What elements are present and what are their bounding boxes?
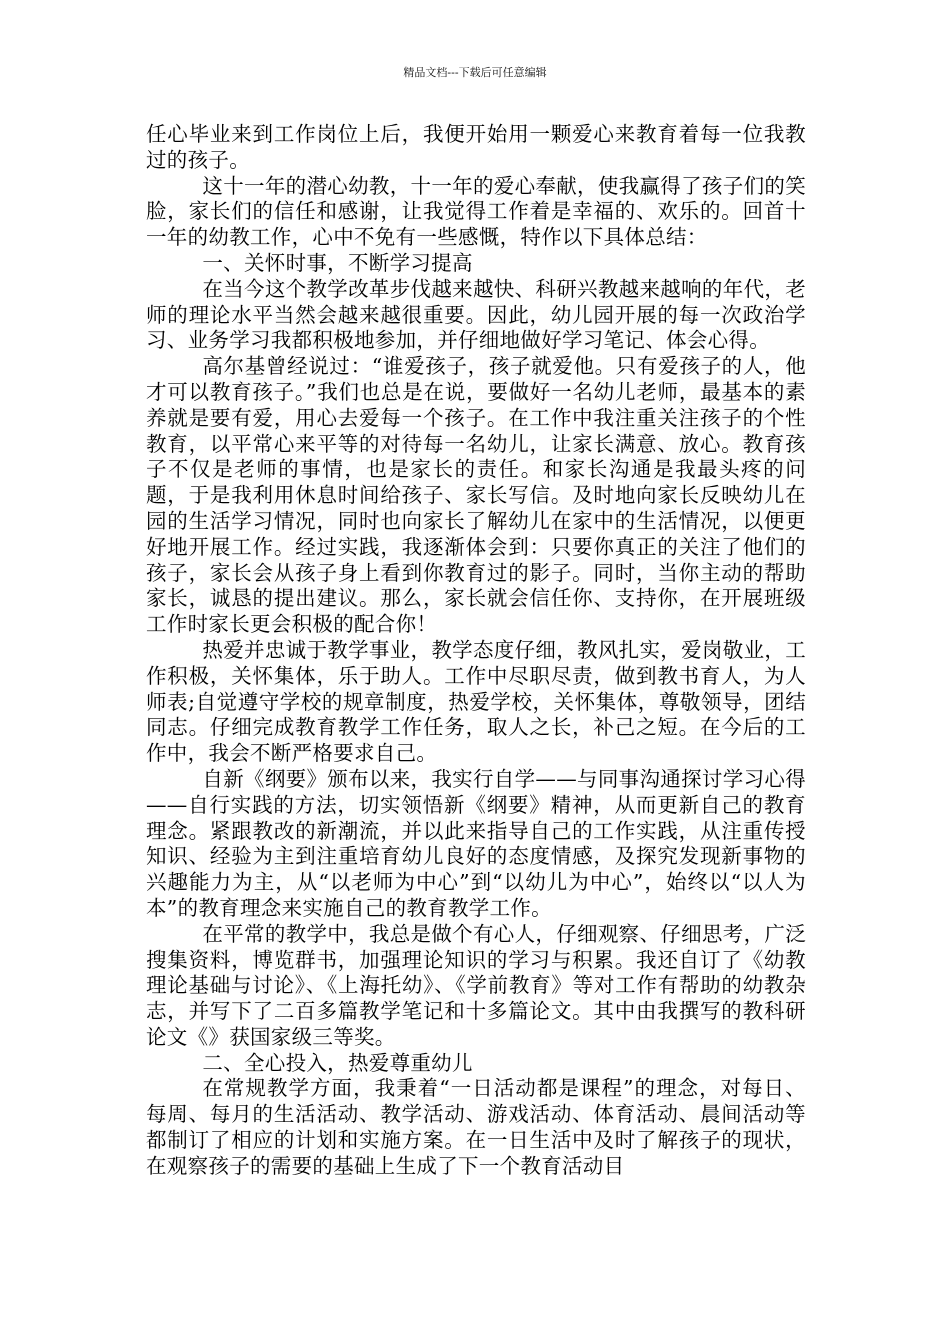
paragraph: 在平常的教学中，我总是做个有心人，仔细观察、仔细思考，广泛搜集资料，博览群书，加强理论知识的学习与积累。我还自订了《幼教理论基础与讨论》、《上海托幼》、《学前教育》等对工作有帮助的幼教杂志，并写下了二百多篇教学笔记和十多篇论文。其中由我撰写的教科研论文《》获国家级三等奖。 xyxy=(146,921,806,1049)
paragraph: 在常规教学方面，我秉着“一日活动都是课程”的理念，对每日、每周、每月的生活活动、教学活动、游戏活动、体育活动、晨间活动等都制订了相应的计划和实施方案。在一日生活中及时了解孩子的现状，在观察孩子的需要的基础上生成了下一个教育活动目 xyxy=(146,1076,806,1178)
paragraph: 在当今这个教学改革步伐越来越快、科研兴教越来越响的年代，老师的理论水平当然会越来越很重要。因此，幼儿园开展的每一次政治学习、业务学习我都积极地参加，并仔细地做好学习笔记、体会心得。 xyxy=(146,276,806,353)
document-body xyxy=(146,122,806,1180)
paragraph: 自新《纲要》颁布以来，我实行自学——与同事沟通探讨学习心得——自行实践的方法，切实领悟新《纲要》精神，从而更新自己的教育理念。紧跟教改的新潮流，并以此来指导自己的工作实践，从注重传授知识、经验为主到注重培育幼儿良好的态度情感，及探究发现新事物的兴趣能力为主，从“以老师为中心”到“以幼儿为中心”，始终以“以人为本”的教育理念来实施自己的教育教学工作。 xyxy=(146,766,806,920)
section-heading: 二、全心投入，热爱尊重幼儿 xyxy=(202,1050,473,1075)
paragraph: 任心毕业来到工作岗位上后，我便开始用一颗爱心来教育着每一位我教过的孩子。 xyxy=(146,122,806,172)
paragraph: 这十一年的潜心幼教，十一年的爱心奉献，使我赢得了孩子们的笑脸，家长们的信任和感谢，让我觉得工作着是幸福的、欢乐的。回首十一年的幼教工作，心中不免有一些感慨，特作以下具体总结： xyxy=(146,173,806,250)
page-header: 精品文档---下载后可任意编辑 xyxy=(403,66,547,79)
paragraph: 高尔基曾经说过：“谁爱孩子，孩子就爱他。只有爱孩子的人，他才可以教育孩子。”我们也总是在说，要做好一名幼儿老师，最基本的素养就是要有爱，用心去爱每一个孩子。在工作中我注重关注孩子的个性教育，以平常心来平等的对待每一名幼儿，让家长满意、放心。教育孩子不仅是老师的事情，也是家长的责任。和家长沟通是我最头疼的问题，于是我利用休息时间给孩子、家长写信。及时地向家长反映幼儿在园的生活学习情况，同时也向家长了解幼儿在家中的生活情况，以便更好地开展工作。经过实践，我逐渐体会到：只要你真正的关注了他们的孩子，家长会从孩子身上看到你教育过的影子。同时，当你主动的帮助家长，诚恳的提出建议。那么，家长就会信任你、支持你，在开展班级工作时家长更会积极的配合你！ xyxy=(146,354,806,637)
paragraph: 热爱并忠诚于教学事业，教学态度仔细，教风扎实，爱岗敬业，工作积极，关怀集体，乐于助人。工作中尽职尽责，做到教书育人，为人师表;自觉遵守学校的规章制度，热爱学校，关怀集体，尊敬领导，团结同志。仔细完成教育教学工作任务，取人之长，补己之短。在今后的工作中，我会不断严格要求自己。 xyxy=(146,637,806,766)
section-heading: 一、关怀时事，不断学习提高 xyxy=(202,250,473,275)
